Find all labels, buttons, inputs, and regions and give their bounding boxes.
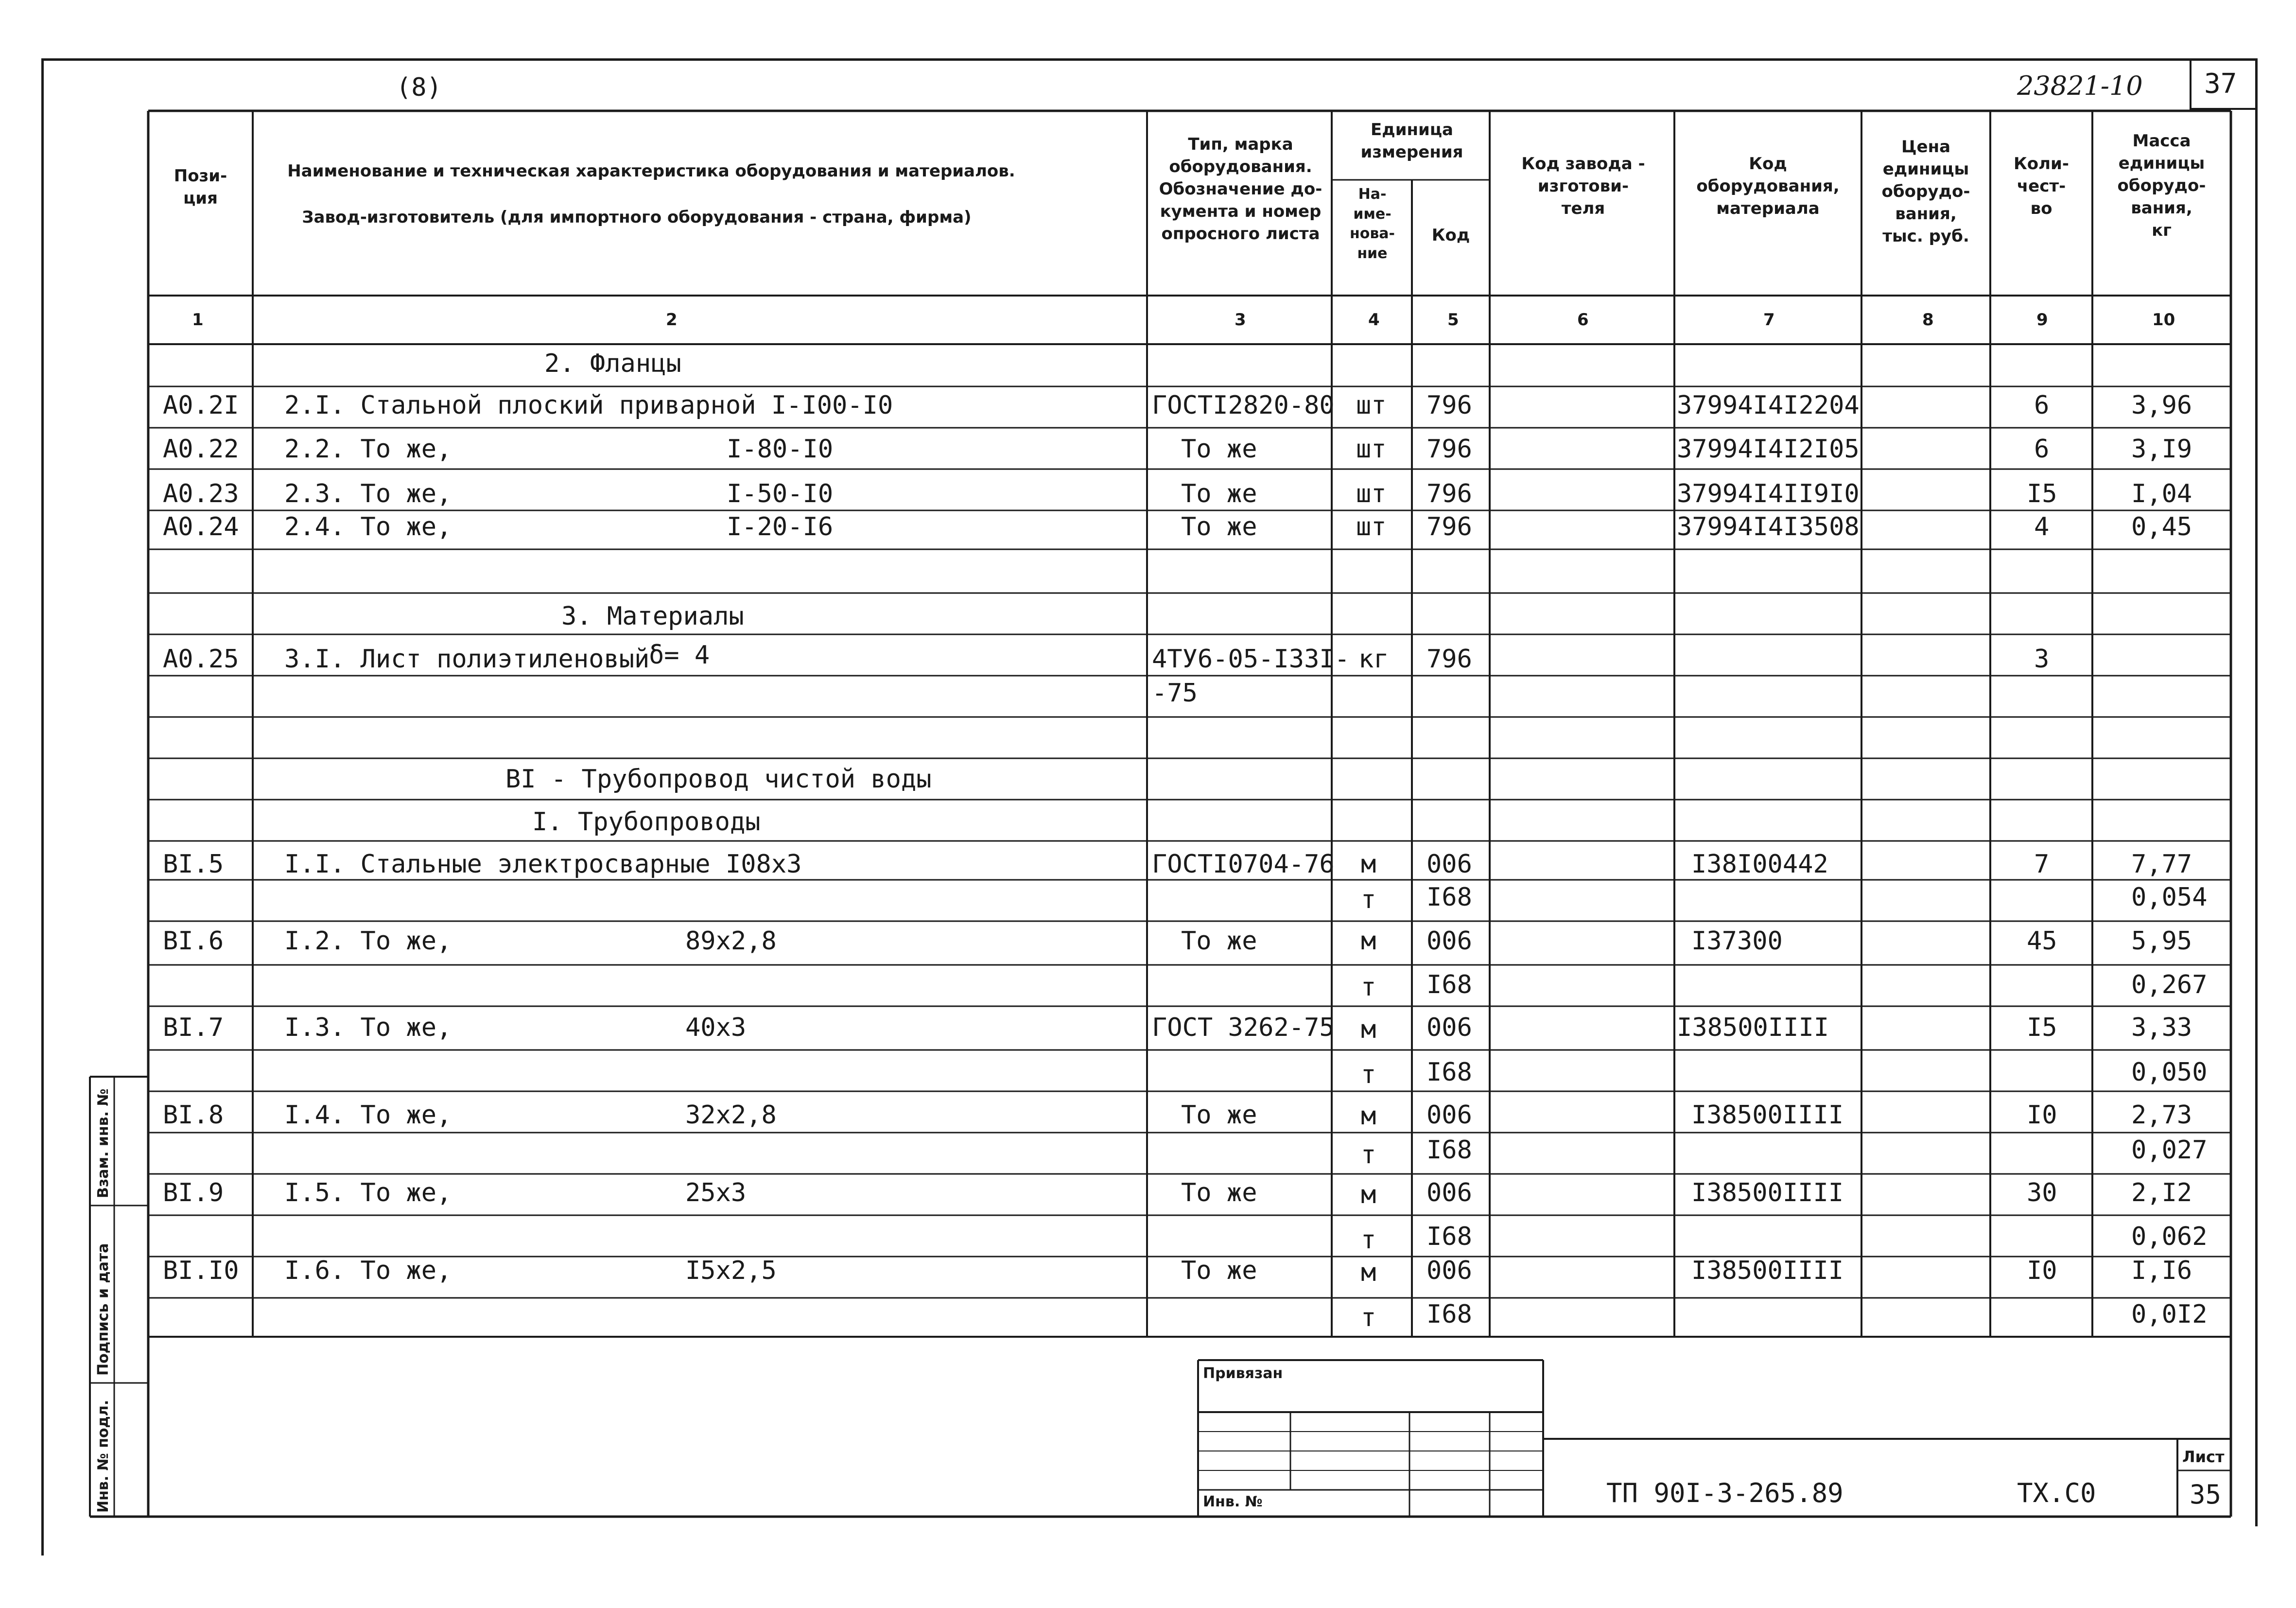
col-number-4: 4 [1368,310,1380,330]
row-mass: 5,95 [2131,926,2192,956]
row-equipment-code: I38I00442 [1691,850,1828,879]
row-unit-code: 006 [1426,1256,1472,1285]
row-unit-code: 006 [1426,1178,1472,1207]
row-mass-secondary: 0,062 [2131,1222,2208,1251]
row-mass-secondary: 0,027 [2131,1136,2208,1165]
row-unit: шт [1356,512,1387,542]
row-name: 2.2. То же, [284,435,452,464]
row-unit-code-secondary: I68 [1426,970,1472,999]
row-unit-code: 006 [1426,1013,1472,1042]
row-name: I.6. То же, [284,1256,452,1285]
doc-number: 23821-10 [2017,70,2143,101]
row-position: А0.2I [163,391,239,420]
row-type: 4ТУ6-05-I33I- [1152,645,1350,674]
row-unit-secondary: т [1361,973,1376,1002]
row-unit: шт [1356,479,1387,508]
row-equipment-code: I38500IIII [1677,1013,1829,1042]
row-type-continued: -75 [1152,679,1198,708]
col-number-2: 2 [666,310,678,330]
row-equipment-code: 37994I4I2I05 [1677,435,1860,464]
row-unit-code: 796 [1426,435,1472,464]
row-unit: м [1361,1101,1376,1131]
row-size: 32х2,8 [685,1101,777,1130]
row-position: ВI.I0 [163,1256,239,1285]
side-label-replace-inv: Взам. инв. № [95,1088,112,1198]
row-mass: 7,77 [2131,850,2192,879]
row-size: 89х2,8 [685,926,777,956]
row-mass: 3,I9 [2131,435,2192,464]
side-label-orig-inv: Инв. № подл. [95,1399,112,1513]
row-unit-code: 006 [1426,850,1472,879]
row-unit-code: 006 [1426,1101,1472,1130]
row-quantity: 6 [2034,435,2050,464]
row-size: 40х3 [685,1013,747,1042]
row-position: ВI.9 [163,1178,224,1207]
col-number-8: 8 [1922,310,1934,330]
row-quantity: I0 [2027,1256,2057,1285]
row-type: ГОСТ 3262-75 [1152,1013,1335,1042]
row-unit-secondary: т [1361,1303,1376,1332]
row-unit: шт [1356,391,1387,420]
header-plant-code: Код завода - изготови- теля [1521,154,1645,218]
row-unit-code-secondary: I68 [1426,1136,1472,1165]
header-equipment-code: Код оборудования, материала [1696,154,1840,218]
col-number-3: 3 [1235,310,1246,330]
row-position: А0.23 [163,479,239,508]
row-mass: 3,33 [2131,1013,2192,1042]
row-unit-secondary: т [1361,1225,1376,1255]
row-unit: м [1361,926,1376,956]
row-position: ВI.8 [163,1101,224,1130]
row-type: То же [1181,435,1257,464]
section-heading-pipelines: I. Трубопроводы [532,807,761,837]
page-number: 37 [2204,68,2237,100]
header-unit-code: Код [1431,226,1470,245]
row-unit: кг [1358,645,1389,674]
section-code: ТХ.С0 [2017,1478,2096,1508]
row-unit: м [1361,1258,1376,1287]
row-mass: 3,96 [2131,391,2192,420]
header-type: Тип, марка оборудования. Обозначение до- кумента и номер опросного листа [1159,135,1322,244]
row-name: 2.I. Стальной плоский приварной I-I00-I0 [284,391,893,420]
col-number-9: 9 [2036,310,2048,330]
row-position: А0.24 [163,512,239,542]
row-type: То же [1181,479,1257,508]
row-unit: м [1361,1015,1376,1044]
row-name: 2.4. То же, [284,512,452,542]
row-position: А0.22 [163,435,239,464]
row-quantity: I0 [2027,1101,2057,1130]
row-name: 2.3. То же, [284,479,452,508]
row-type: То же [1181,1256,1257,1285]
row-position: ВI.6 [163,926,224,956]
row-size: I5х2,5 [685,1256,777,1285]
row-position: А0.25 [163,645,239,674]
row-name: I.2. То же, [284,926,452,956]
section-heading-clean-water-pipeline: ВI - Трубопровод чистой воды [505,765,932,794]
row-quantity: 30 [2027,1178,2057,1207]
header-mass: Масса единицы оборудо- вания, кг [2117,131,2206,240]
row-unit: шт [1356,435,1387,464]
row-equipment-code: 37994I4I3508 [1677,512,1860,542]
col-number-1: 1 [192,310,204,330]
header-quantity: Коли- чест- во [2014,154,2069,218]
row-type: То же [1181,926,1257,956]
header-position: Пози- ция [174,166,227,208]
row-mass: 0,45 [2131,512,2192,542]
side-label-sign-date: Подпись и дата [95,1243,112,1376]
row-mass-secondary: 0,0I2 [2131,1300,2208,1329]
col-number-5: 5 [1447,310,1459,330]
row-name: 3.I. Лист полиэтиленовый [284,645,650,674]
header-name-line1: Наименование и техническая характеристика оборудования и материалов. [287,161,1015,181]
row-type: ГОСТI2820-80 [1152,391,1335,420]
header-name-line2: Завод-изготовитель (для импортного оборудования - страна, фирма) [302,208,972,227]
row-type: То же [1181,1178,1257,1207]
row-unit-code: 006 [1426,926,1472,956]
stamp-inv-label: Инв. № [1203,1493,1263,1510]
row-equipment-code: 37994I4II9I0 [1677,479,1860,508]
row-position: ВI.7 [163,1013,224,1042]
row-quantity: 4 [2034,512,2050,542]
header-unit-name: На- име- нова- ние [1349,186,1395,262]
row-unit-secondary: т [1361,1060,1376,1089]
row-unit-secondary: т [1361,885,1376,914]
row-mass-secondary: 0,267 [2131,970,2208,999]
row-quantity: 3 [2034,645,2050,674]
row-size: I-80-I0 [727,435,834,464]
row-name: I.5. То же, [284,1178,452,1207]
row-type: То же [1181,512,1257,542]
row-unit-code: 796 [1426,645,1472,674]
row-equipment-code: 37994I4I2204 [1677,391,1860,420]
project-code: ТП 90I-3-265.89 [1606,1478,1844,1508]
row-size: δ= 4 [649,641,710,670]
sheet-number: 35 [2190,1479,2222,1510]
sheet-label: Лист [2182,1448,2225,1466]
row-equipment-code: I38500IIII [1691,1178,1844,1207]
row-size: I-50-I0 [727,479,834,508]
row-quantity: I5 [2027,1013,2057,1042]
row-unit: м [1361,850,1376,879]
row-mass: 2,I2 [2131,1178,2192,1207]
row-mass: I,I6 [2131,1256,2192,1285]
row-unit-code: 796 [1426,512,1472,542]
header-price: Цена единицы оборудо- вания, тыс. руб. [1881,137,1970,246]
section-heading-materials: 3. Материалы [561,602,744,631]
row-size: I-20-I6 [727,512,834,542]
row-quantity: 6 [2034,391,2050,420]
row-unit-code-secondary: I68 [1426,883,1472,912]
row-name: I.I. Стальные электросварные I08х3 [284,850,802,879]
row-quantity: I5 [2027,479,2057,508]
row-type: ГОСТI0704-76 [1152,850,1335,879]
row-position: ВI.5 [163,850,224,879]
section-heading-flanges: 2. Фланцы [544,349,681,378]
part-label: (8) [396,73,442,102]
row-type: То же [1181,1101,1257,1130]
row-equipment-code: I37300 [1691,926,1783,956]
stamp-bound-label: Привязан [1203,1365,1283,1382]
row-unit-code: 796 [1426,479,1472,508]
row-mass-secondary: 0,050 [2131,1058,2208,1087]
row-quantity: 45 [2027,926,2057,956]
col-number-6: 6 [1577,310,1589,330]
header-unit-group: Единица измерения [1360,120,1463,162]
row-mass-secondary: 0,054 [2131,883,2208,912]
row-equipment-code: I38500IIII [1691,1101,1844,1130]
row-unit-code: 796 [1426,391,1472,420]
row-name: I.4. То же, [284,1101,452,1130]
row-unit: м [1361,1180,1376,1209]
row-unit-code-secondary: I68 [1426,1058,1472,1087]
row-quantity: 7 [2034,850,2050,879]
row-mass: 2,73 [2131,1101,2192,1130]
col-number-7: 7 [1763,310,1775,330]
row-unit-code-secondary: I68 [1426,1222,1472,1251]
row-mass: I,04 [2131,479,2192,508]
row-unit-code-secondary: I68 [1426,1300,1472,1329]
row-name: I.3. То же, [284,1013,452,1042]
row-unit-secondary: т [1361,1140,1376,1170]
row-size: 25х3 [685,1178,747,1207]
row-equipment-code: I38500IIII [1691,1256,1844,1285]
col-number-10: 10 [2152,310,2175,330]
